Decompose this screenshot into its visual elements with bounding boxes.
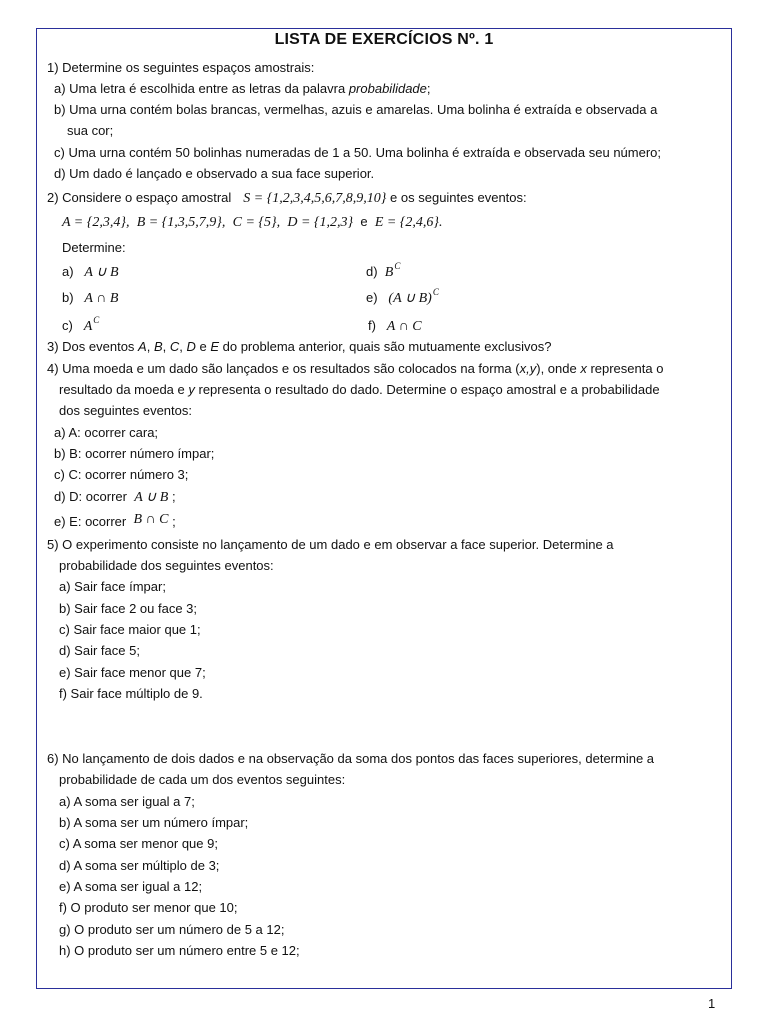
q2-f-expr: A ∩ C xyxy=(386,319,422,334)
q6-item-b: b) A soma ser um número ímpar; xyxy=(59,815,249,830)
q1-item-a xyxy=(54,81,431,97)
q1-stem: 1) Determine os seguintes espaços amostrais: xyxy=(47,60,315,75)
q6-item-g: g) O produto ser um número de 5 a 12; xyxy=(59,922,285,937)
q1-a-word: probabilidade xyxy=(348,81,427,96)
q4-l1-pre: 4) Uma moeda e um dado são lançados e os resultados são colocados na forma ( xyxy=(47,361,520,376)
q5-line2: probabilidade dos seguintes eventos: xyxy=(59,558,274,573)
q4-d-expr: A ∪ B xyxy=(134,490,169,505)
q3-sep3: , xyxy=(179,339,187,354)
q2-stem-post: e os seguintes eventos: xyxy=(390,190,527,205)
q2-events xyxy=(62,214,443,231)
q4-d-post: ; xyxy=(171,489,176,504)
q2-item-d xyxy=(366,261,401,281)
q3-event-c: C xyxy=(169,339,180,354)
page-number: 1 xyxy=(708,996,716,1011)
q2-sample-space: S = {1,2,3,4,5,6,7,8,9,10} xyxy=(243,191,387,206)
q5-item-c: c) Sair face maior que 1; xyxy=(59,622,201,637)
q2-event-e: E = {2,4,6}. xyxy=(374,215,443,230)
q4-l2-post: representa o resultado do dado. Determine o espaço amostral e a probabilidade xyxy=(194,382,660,397)
q2-c-label: c) xyxy=(62,318,73,333)
q4-line1 xyxy=(47,361,663,377)
q4-d-pre: d) D: ocorrer xyxy=(54,489,127,504)
q4-e-post: ; xyxy=(172,514,176,529)
q1-item-d: d) Um dado é lançado e observado a sua face superior. xyxy=(54,166,375,181)
q4-e-expr: B ∩ C xyxy=(133,512,169,527)
q2-c-expr: A xyxy=(83,319,93,334)
q4-l2-pre: resultado da moeda e xyxy=(59,382,189,397)
q3-sep2: , xyxy=(162,339,170,354)
q2-d-label: d) xyxy=(366,264,378,279)
q4-item-a: a) A: ocorrer cara; xyxy=(54,425,159,440)
q4-l1-mid: ), onde xyxy=(536,361,581,376)
q4-item-d xyxy=(54,489,176,506)
q2-b-label: b) xyxy=(62,290,74,305)
q4-item-b: b) B: ocorrer número ímpar; xyxy=(54,446,215,461)
q4-l2-y: y xyxy=(188,382,195,397)
q5-item-b: b) Sair face 2 ou face 3; xyxy=(59,601,198,616)
q3-event-a: A xyxy=(138,339,147,354)
q1-item-c: c) Uma urna contém 50 bolinhas numeradas de 1 a 50. Uma bolinha é extraída e observada seu número; xyxy=(54,145,662,160)
q5-line1: 5) O experimento consiste no lançamento de um dado e em observar a face superior. Determine a xyxy=(47,537,614,552)
q6-item-a: a) A soma ser igual a 7; xyxy=(59,794,195,809)
q6-item-d: d) A soma ser múltiplo de 3; xyxy=(59,858,220,873)
q6-item-c: c) A soma ser menor que 9; xyxy=(59,836,218,851)
q3-post: do problema anterior, quais são mutuamente exclusivos? xyxy=(219,339,552,354)
q3-text xyxy=(47,339,551,355)
q2-d-sup: C xyxy=(394,261,401,271)
q6-line2: probabilidade de cada um dos eventos seguintes: xyxy=(59,772,346,787)
q2-event-c: C = {5}, xyxy=(232,215,281,230)
q4-l1-xy: x,y xyxy=(519,361,537,376)
q2-e-sup: C xyxy=(432,287,439,297)
q5-item-f: f) Sair face múltiplo de 9. xyxy=(59,686,203,701)
q1-item-b-line2: sua cor; xyxy=(67,123,114,138)
q2-a-label: a) xyxy=(62,264,74,279)
q3-sep1: , xyxy=(146,339,154,354)
q2-determine: Determine: xyxy=(62,240,126,255)
q2-and: e xyxy=(360,214,368,229)
q1-a-text: a) Uma letra é escolhida entre as letras da palavra xyxy=(54,81,349,96)
q6-item-f: f) O produto ser menor que 10; xyxy=(59,900,238,915)
q2-event-d: D = {1,2,3} xyxy=(287,215,354,230)
q1-a-end: ; xyxy=(426,81,431,96)
q2-item-f xyxy=(368,318,422,335)
q6-line1: 6) No lançamento de dois dados e na observação da soma dos pontos das faces superiores, determine a xyxy=(47,751,655,766)
q3-pre: 3) Dos eventos xyxy=(47,339,139,354)
q3-event-d: D xyxy=(186,339,196,354)
q5-item-a: a) Sair face ímpar; xyxy=(59,579,166,594)
q4-item-c: c) C: ocorrer número 3; xyxy=(54,467,189,482)
q2-d-expr: B xyxy=(384,265,394,280)
q5-item-e: e) Sair face menor que 7; xyxy=(59,665,206,680)
q4-line3: dos seguintes eventos: xyxy=(59,403,192,418)
q2-event-b: B = {1,3,5,7,9}, xyxy=(136,215,226,230)
q4-item-e xyxy=(54,514,176,531)
q6-item-e: e) A soma ser igual a 12; xyxy=(59,879,203,894)
q3-event-b: B xyxy=(153,339,163,354)
q4-l1-x: x xyxy=(580,361,587,376)
q2-item-c xyxy=(62,315,100,335)
q2-c-sup: C xyxy=(93,315,100,325)
q4-line2 xyxy=(59,382,660,398)
q6-item-h: h) O produto ser um número entre 5 e 12; xyxy=(59,943,300,958)
q2-e-expr: (A ∪ B) xyxy=(388,291,432,306)
page-title: LISTA DE EXERCÍCIOS Nº. 1 xyxy=(274,31,494,48)
q2-e-label: e) xyxy=(366,290,378,305)
q2-stem-pre: 2) Considere o espaço amostral xyxy=(47,190,232,205)
q2-item-e xyxy=(366,287,439,307)
q3-and: e xyxy=(195,339,211,354)
q2-b-expr: A ∩ B xyxy=(84,291,119,306)
q4-e-pre: e) E: ocorrer xyxy=(54,514,127,529)
q4-l1-post: representa o xyxy=(586,361,664,376)
q2-a-expr: A ∪ B xyxy=(84,265,119,280)
q2-f-label: f) xyxy=(368,318,376,333)
q2-stem xyxy=(47,190,527,207)
q1-item-b-line1: b) Uma urna contém bolas brancas, vermelhas, azuis e amarelas. Uma bolinha é extraída e observada a xyxy=(54,102,658,117)
q2-event-a: A = {2,3,4}, xyxy=(62,215,130,230)
q5-item-d: d) Sair face 5; xyxy=(59,643,140,658)
q3-event-e: E xyxy=(210,339,220,354)
q2-item-b xyxy=(62,290,118,307)
q2-item-a xyxy=(62,264,119,281)
